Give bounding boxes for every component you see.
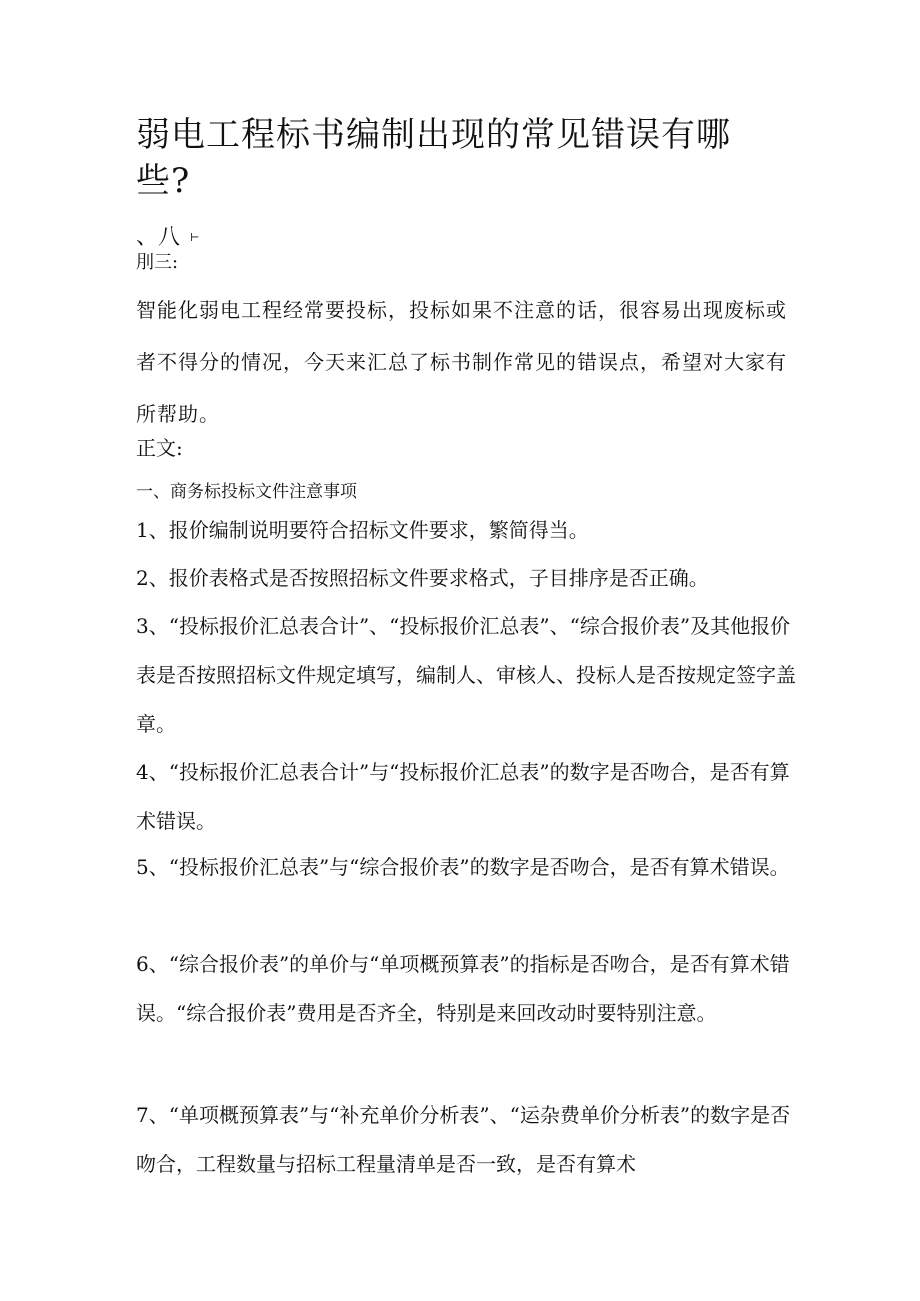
list-item: 4、“投标报价汇总表合计”与“投标报价汇总表”的数字是否吻合，是否有算术错误。 [136,760,790,833]
list-item: 2、报价表格式是否按照招标文件要求格式，子目排序是否正确。 [136,566,709,590]
garbled-preface-label: 刖三: [136,252,179,273]
body-label: 正文: [136,436,183,460]
garbled-heading-text: 、八 [136,225,181,250]
document-title: 弱电工程标书编制出现的常见错误有哪些? [136,115,731,201]
section-heading: 一、商务标投标文件注意事项 [136,482,357,502]
garbled-heading-line [136,224,199,252]
list-item: 5、“投标报价汇总表”与“综合报价表”的数字是否吻合，是否有算术错误。 [136,855,790,879]
list-item: 6、“综合报价表”的单价与“单项概预算表”的指标是否吻合，是否有算术错误。“综合报价表”费用是否齐全，特别是来回改动时要特别注意。 [136,952,790,1025]
intro-paragraph: 智能化弱电工程经常要投标，投标如果不注意的话，很容易出现废标或者不得分的情况，今天来汇总了标书制作常见的错误点，希望对大家有所帮助。 [136,298,787,426]
list-item: 1、报价编制说明要符合招标文件要求，繁简得当。 [136,518,589,542]
garbled-heading-mark: ⊢ [190,231,200,244]
list-item: 3、“投标报价汇总表合计”、“投标报价汇总表”、“综合报价表”及其他报价表是否按照招标文件规定填写，编制人、审核人、投标人是否按规定签字盖章。 [136,614,796,736]
list-item: 7、“单项概预算表”与“补充单价分析表”、“运杂费单价分析表”的数字是否吻合，工程数量与招标工程量清单是否一致，是否有算术 [136,1103,791,1176]
